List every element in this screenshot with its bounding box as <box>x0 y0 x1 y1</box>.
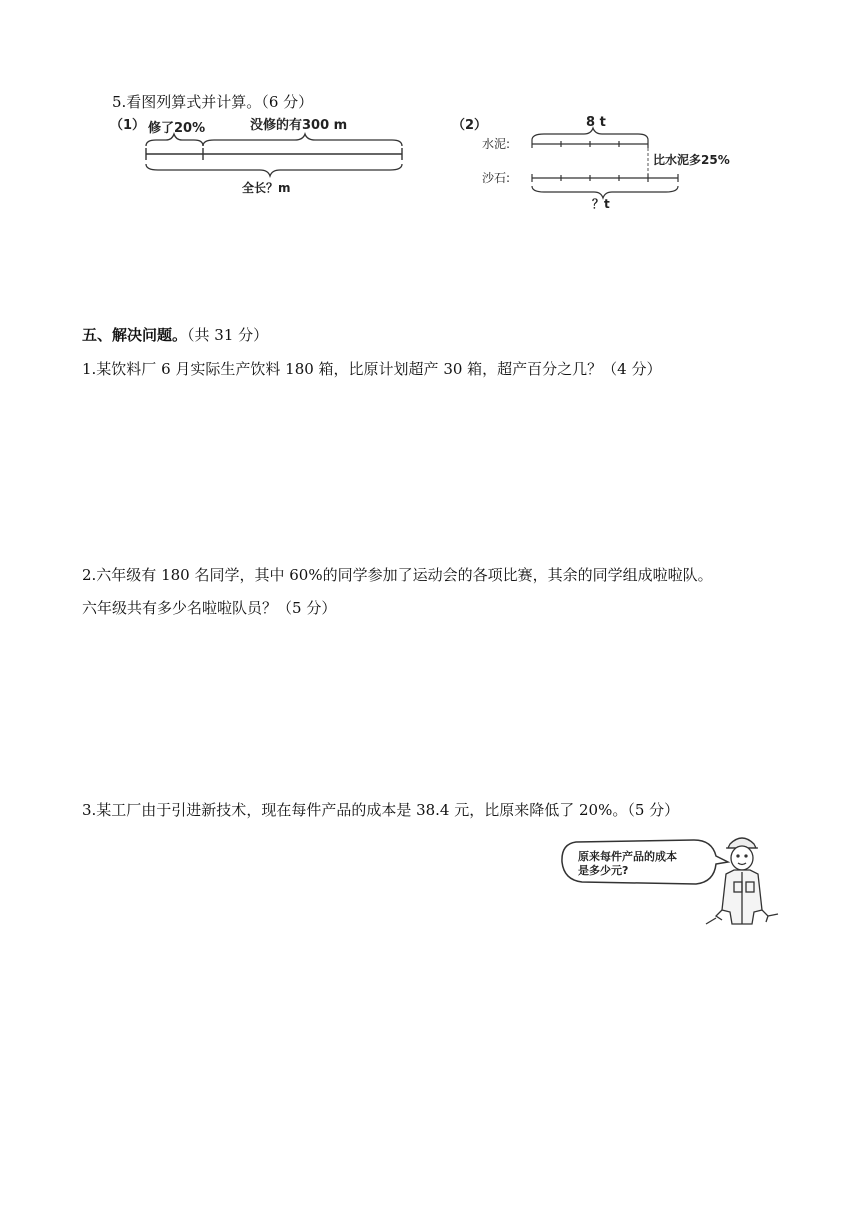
fig1-bottom-text: 全长？m <box>242 181 291 195</box>
section-title-text: 五、解决问题。 <box>82 326 188 344</box>
problem-3: 3.某工厂由于引进新技术，现在每件产品的成本是 38.4 元，比原来降低了 20%。（5 分） <box>82 801 680 819</box>
speech-bubble-line-2: 是多少元? <box>578 864 629 877</box>
section-points: （共 31 分） <box>187 326 269 344</box>
fig2-row2-label: 沙石: <box>482 171 511 185</box>
fig2-side-text: 比水泥多25% <box>653 153 730 167</box>
fig2-top-text: 8 t <box>586 115 606 130</box>
fig2-row1-label: 水泥: <box>482 137 511 151</box>
figure-2-segment-diagram <box>452 112 762 212</box>
fig1-label: （1） <box>110 118 146 133</box>
problem-2-line-1: 2.六年级有 180 名同学，其中 60%的同学参加了运动会的各项比赛，其余的同学组成啦啦队。 <box>82 566 713 584</box>
problem-2-line-2: 六年级共有多少名啦啦队员？（5 分） <box>82 599 337 617</box>
fig1-brace-bottom <box>146 164 402 176</box>
worker-illustration <box>556 832 786 932</box>
fig1-brace-right <box>203 134 402 146</box>
problem-1: 1.某饮料厂 6 月实际生产饮料 180 箱，比原计划超产 30 箱，超产百分之几？（4 分） <box>82 360 662 378</box>
worker-figure <box>706 838 778 924</box>
figure-1-segment-diagram <box>110 112 410 202</box>
fig1-left-text: 修了20% <box>148 121 206 136</box>
q5-title: 5.看图列算式并计算。（6 分） <box>112 93 314 111</box>
fig1-right-text: 没修的有300 m <box>250 118 348 133</box>
speech-bubble-line-1: 原来每件产品的成本 <box>578 850 677 863</box>
fig2-label: （2） <box>452 118 488 133</box>
fig2-bottom-text: ？t <box>592 197 610 211</box>
section-title <box>82 325 268 345</box>
